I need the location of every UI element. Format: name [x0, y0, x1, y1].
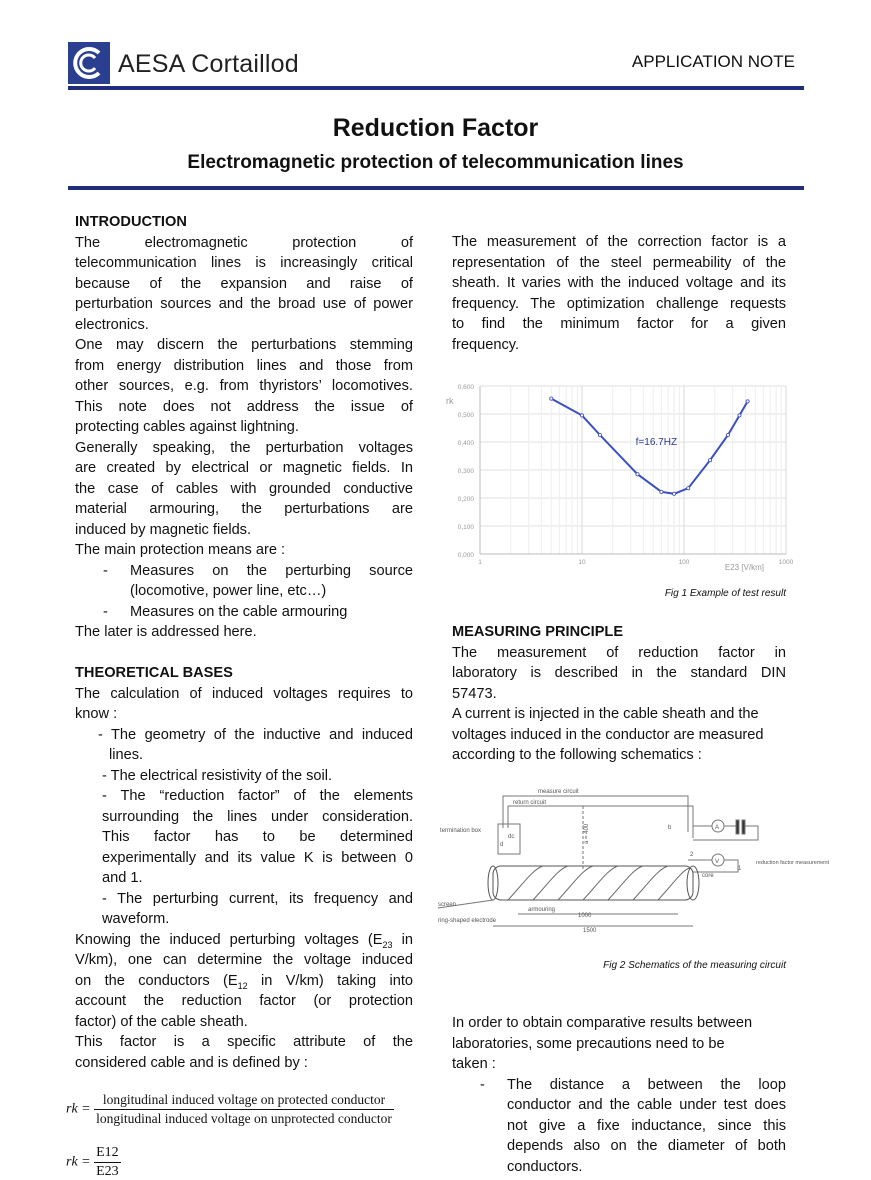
precaution-line: laboratories, some precautions need to be	[452, 1035, 725, 1052]
theory-item: waveform.	[102, 911, 170, 927]
intro-line: induced by magnetic fields.	[75, 521, 252, 538]
right-line: The measurement of the correction factor is a	[452, 234, 786, 250]
right-line: representation of the steel permeability of the	[452, 254, 786, 271]
schematic-label: 1	[738, 866, 742, 872]
measuring-line: voltages induced in the conductor are measured	[452, 726, 764, 743]
data-point	[660, 490, 663, 493]
formula-rk-ratio	[66, 1145, 121, 1180]
precaution-line: taken :	[452, 1056, 496, 1072]
theory-item: - The “reduction factor” of the elements	[102, 788, 413, 804]
theory-line: considered cable and is defined by :	[75, 1054, 308, 1071]
header-rule	[68, 86, 804, 90]
brand-name: AESA Cortaillod	[118, 50, 299, 78]
schematic-label: 1500	[583, 928, 597, 934]
schematic-label: dc	[508, 834, 515, 840]
formula-denominator: longitudinal induced voltage on unprotected conductor	[96, 1111, 392, 1126]
intro-line: One may discern the perturbations stemming	[75, 337, 413, 353]
y-axis-label: rk	[446, 396, 454, 406]
formula-lhs: rk =	[66, 1154, 91, 1170]
title-rule	[68, 186, 804, 190]
intro-line: the case of cables with grounded conductive	[75, 480, 413, 497]
schematic-label: a = 400	[584, 823, 590, 844]
theory-line: on the conductors ($E_{12}$ in V/km) taking into	[75, 972, 413, 991]
page-title: Reduction Factor	[332, 114, 539, 142]
y-tick-label: 0,400	[457, 440, 474, 447]
bullet-text: Measures on the perturbing source	[130, 562, 413, 579]
measuring-line: 57473.	[452, 685, 497, 702]
formula-numerator: longitudinal induced voltage on protected conductor	[94, 1092, 394, 1110]
data-point	[708, 459, 711, 462]
measuring-line: A current is injected in the cable sheath and the	[452, 706, 759, 722]
schematic-label: b	[668, 825, 672, 831]
y-tick-label: 0,000	[457, 552, 474, 559]
return-circuit-line	[508, 806, 693, 838]
introduction-heading: INTRODUCTION	[75, 214, 187, 230]
theory-item: lines.	[109, 747, 144, 763]
schematic-label: A	[715, 825, 720, 831]
data-point	[636, 473, 639, 476]
company-logo-icon	[68, 42, 110, 84]
data-point	[550, 397, 553, 400]
data-point	[738, 414, 741, 417]
right-intro	[452, 232, 786, 355]
schematic-label: core	[702, 873, 714, 879]
intro-line: This note does not address the issue of	[75, 398, 413, 415]
y-tick-label: 0,500	[457, 412, 474, 419]
formula-fraction	[94, 1145, 121, 1180]
document-type: APPLICATION NOTE	[631, 52, 795, 71]
measuring-heading: MEASURING PRINCIPLE	[452, 624, 624, 640]
theory-line: Knowing the induced perturbing voltages ($E_{23}$ in	[75, 931, 413, 950]
intro-line: The electromagnetic protection of	[75, 234, 413, 251]
left-column	[75, 212, 413, 1073]
theory-item: This factor has to be determined	[102, 829, 413, 845]
intro-line: are created by electrical or magnetic fields. In	[75, 460, 413, 476]
theory-item: - The perturbing current, its frequency and	[102, 890, 413, 907]
theory-item: - The electrical resistivity of the soil.	[102, 767, 333, 784]
data-point	[580, 414, 583, 417]
schematic-label: V	[715, 859, 720, 865]
y-tick-label: 0,100	[457, 524, 474, 531]
data-point	[726, 433, 729, 436]
theory-line: This factor is a specific attribute of the	[75, 1034, 413, 1050]
intro-line: Generally speaking, the perturbation voltages	[75, 439, 413, 456]
x-tick-label: 100	[678, 559, 690, 566]
right-line: to find the minimum factor for a given	[452, 316, 786, 332]
precaution-text: conductors.	[507, 1158, 583, 1175]
precaution-text: depends also on the diameter of both	[507, 1138, 786, 1154]
data-point	[598, 433, 601, 436]
precaution-text: conductor and the cable under test does	[507, 1097, 786, 1113]
theory-item: - The geometry of the inductive and induced	[98, 726, 413, 743]
measuring-line: laboratory is described in the standard DIN	[452, 665, 786, 681]
schematic-label: measure circuit	[538, 789, 579, 795]
intro-line: because of the expansion and raise of	[75, 275, 413, 292]
precaution-line: In order to obtain comparative results between	[452, 1015, 753, 1031]
formula-rk-definition	[66, 1092, 394, 1127]
y-tick-label: 0,600	[457, 384, 474, 391]
schematic-label: 2	[690, 852, 694, 858]
schematic-label: termination box	[440, 828, 482, 834]
precaution-text: The distance a between the loop	[507, 1076, 786, 1093]
bullet-item: - Measures on the cable armouring	[75, 602, 413, 623]
x-tick-label: 1000	[778, 559, 794, 566]
theory-line: V/km), one can determine the voltage induced	[75, 952, 413, 968]
intro-closing: The later is addressed here.	[75, 624, 257, 640]
x-tick-label: 1	[478, 559, 482, 566]
bullet-text: Measures on the cable armouring	[130, 603, 348, 620]
schematic-label: reduction factor measurement	[756, 860, 830, 866]
precaution-text: not give a fixe inductance, since this	[507, 1117, 786, 1134]
theory-line: account the reduction factor (or protection	[75, 993, 413, 1009]
theory-line: know :	[75, 706, 118, 722]
theoretical-heading: THEORETICAL BASES	[75, 665, 233, 681]
theory-item: surrounding the lines under consideration.	[102, 808, 413, 825]
data-point	[746, 400, 749, 403]
right-line: frequency. The optimization challenge requests	[452, 295, 786, 312]
y-tick-label: 0,300	[457, 468, 474, 475]
theory-line: The calculation of induced voltages requires to	[75, 685, 413, 702]
schematic-label: screen	[438, 902, 457, 908]
fig2-caption: Fig 2 Schematics of the measuring circuit	[603, 960, 786, 971]
right-line: sheath. It varies with the induced voltage and its	[452, 275, 786, 291]
x-tick-label: 10	[578, 559, 586, 566]
right-line: frequency.	[452, 336, 520, 353]
theory-item: and 1.	[102, 870, 143, 886]
formula-numerator: E12	[94, 1145, 121, 1163]
precautions-section	[452, 1013, 786, 1177]
rk-chart	[440, 378, 796, 578]
intro-line: electronics.	[75, 316, 149, 333]
precaution-bullet: - The distance a between the loop conductor and the cable under test does not give a fixe inductance, since this depends also on the diameter of both conductors.	[452, 1075, 786, 1178]
bullet-text: (locomotive, power line, etc…)	[130, 583, 327, 599]
protection-means-intro: The main protection means are :	[75, 542, 286, 558]
measuring-line: according to the following schematics :	[452, 747, 702, 763]
intro-line: from energy distribution lines and those from	[75, 357, 413, 374]
formula-fraction	[94, 1092, 394, 1127]
chart-annotation: f=16.7HZ	[635, 437, 678, 448]
measuring-line: The measurement of reduction factor in	[452, 644, 786, 661]
theory-item: experimentally and its value K is between 0	[102, 849, 413, 866]
formula-lhs: rk =	[66, 1101, 91, 1117]
measuring-circuit-schematic	[438, 784, 830, 940]
formula-denominator: E23	[96, 1164, 119, 1179]
fig1-caption: Fig 1 Example of test result	[664, 588, 786, 599]
schematic-label: d	[500, 842, 504, 848]
page-subtitle: Electromagnetic protection of telecommunication lines	[187, 152, 684, 173]
x-axis-label: E23 [V/km]	[724, 563, 764, 572]
data-point	[687, 487, 690, 490]
theory-line: factor) of the cable sheath.	[75, 1013, 248, 1030]
schematic-label: return circuit	[513, 800, 547, 806]
y-tick-label: 0,200	[457, 496, 474, 503]
schematic-label: ring-shaped electrode	[438, 918, 497, 924]
measuring-section	[452, 622, 786, 766]
intro-line: telecommunication lines is increasingly critical	[75, 255, 413, 271]
intro-line: protecting cables against lightning.	[75, 419, 299, 435]
intro-line: perturbation sources and the broad use of power	[75, 296, 413, 312]
bullet-item: - Measures on the perturbing source (locomotive, power line, etc…)	[75, 561, 413, 602]
intro-line: other sources, e.g. from thyristors’ locomotives.	[75, 378, 413, 394]
data-point	[673, 492, 676, 495]
schematic-label: 1000	[578, 913, 592, 919]
intro-line: material armouring, the perturbations are	[75, 501, 413, 517]
schematic-label: armouring	[528, 907, 556, 913]
